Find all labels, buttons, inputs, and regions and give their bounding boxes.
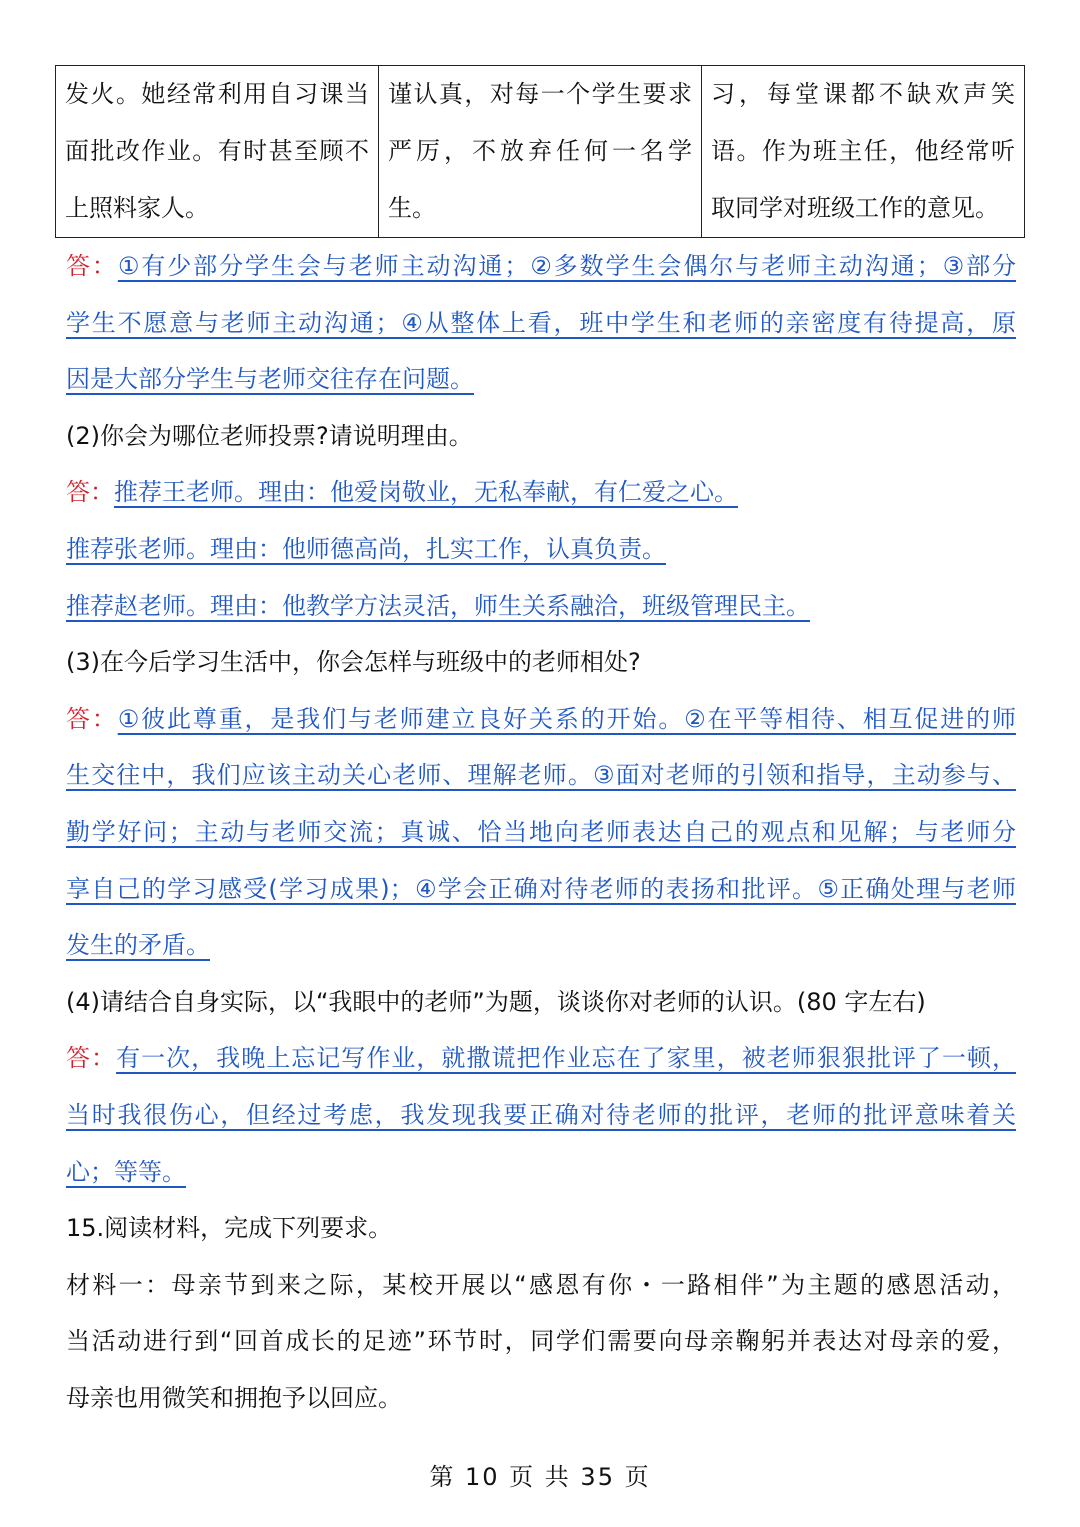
answer-label: 答： — [66, 1044, 117, 1073]
table-cell-line: 习，每堂课都不缺欢声笑 — [711, 80, 1015, 108]
material-1-line-1: 材料一：母亲节到来之际，某校开展以“感恩有你・一路相伴”为主题的感恩活动， — [66, 1270, 1016, 1299]
answer-2-line-1 — [66, 464, 1016, 521]
answer-3-line-4 — [66, 861, 1016, 918]
answer-text: ①彼此尊重，是我们与老师建立良好关系的开始。②在平等相待、相互促进的师 — [117, 704, 1016, 733]
table-cell-line: 谨认真，对每一个学生要求 — [388, 80, 692, 108]
answer-3-line-3 — [66, 804, 1016, 861]
answer-4-line-1 — [66, 1030, 1016, 1087]
table-cell-line: 发火。她经常利用自习课当 — [65, 80, 369, 108]
table-cell-line: 取同学对班级工作的意见。 — [711, 194, 999, 222]
answer-text: 勤学好问；主动与老师交流；真诚、恰当地向老师表达自己的观点和见解；与老师分 — [66, 817, 1016, 846]
answer-text: 当时我很伤心，但经过考虑，我发现我要正确对待老师的批评，老师的批评意味着关 — [66, 1100, 1016, 1129]
answer-label: 答： — [66, 252, 118, 280]
answer-text: 学生不愿意与老师主动沟通；④从整体上看，班中学生和老师的亲密度有待提高，原 — [66, 308, 1016, 337]
answer-text: 因是大部分学生与老师交往存在问题。 — [66, 365, 474, 394]
answer-text: 推荐王老师。理由：他爱岗敬业，无私奉献，有仁爱之心。 — [114, 478, 738, 507]
answer-3-line-2 — [66, 747, 1016, 804]
page-content — [66, 238, 1016, 1426]
material-1-line-3: 母亲也用微笑和拥抱予以回应。 — [66, 1383, 402, 1412]
question-15: 15.阅读材料，完成下列要求。 — [66, 1214, 393, 1243]
answer-1-line-1 — [66, 238, 1016, 295]
question-2: (2)你会为哪位老师投票?请说明理由。 — [66, 421, 473, 450]
answer-label: 答： — [66, 704, 118, 733]
table-cell-col-2 — [379, 66, 702, 238]
table-cell-line: 生。 — [388, 194, 436, 222]
answer-4-line-3 — [66, 1144, 1016, 1201]
answer-text: 有一次，我晚上忘记写作业，就撒谎把作业忘在了家里，被老师狠狠批评了一顿， — [116, 1044, 1016, 1073]
answer-text: 享自己的学习感受(学习成果)；④学会正确对待老师的表扬和批评。⑤正确处理与老师 — [66, 874, 1016, 903]
answer-label: 答： — [66, 478, 114, 507]
table-cell-col-1 — [56, 66, 379, 238]
answer-text: 发生的矛盾。 — [66, 931, 210, 960]
answer-2-line-2 — [66, 521, 1016, 578]
teacher-description-table — [55, 65, 1025, 238]
answer-1-line-2 — [66, 295, 1016, 352]
answer-text: 生交往中，我们应该主动关心老师、理解老师。③面对老师的引领和指导，主动参与、 — [66, 761, 1016, 790]
question-3: (3)在今后学习生活中，你会怎样与班级中的老师相处? — [66, 648, 641, 677]
answer-2-line-3 — [66, 578, 1016, 635]
answer-3-line-1 — [66, 691, 1016, 748]
material-1-line-2: 当活动进行到“回首成长的足迹”环节时，同学们需要向母亲鞠躬并表达对母亲的爱， — [66, 1327, 1016, 1356]
answer-1-line-3 — [66, 351, 1016, 408]
answer-text: 心；等等。 — [66, 1157, 186, 1186]
answer-4-line-2 — [66, 1087, 1016, 1144]
answer-3-line-5 — [66, 917, 1016, 974]
table-cell-line: 面批改作业。有时甚至顾不 — [65, 137, 369, 165]
answer-text: ①有少部分学生会与老师主动沟通；②多数学生会偶尔与老师主动沟通；③部分 — [117, 252, 1016, 280]
answer-text: 推荐赵老师。理由：他教学方法灵活，师生关系融洽，班级管理民主。 — [66, 591, 810, 620]
table-cell-line: 上照料家人。 — [65, 194, 209, 222]
answer-text: 推荐张老师。理由：他师德高尚，扎实工作，认真负责。 — [66, 534, 666, 563]
question-4: (4)请结合自身实际，以“我眼中的老师”为题，谈谈你对老师的认识。(80 字左右) — [66, 987, 926, 1016]
table-cell-col-3 — [702, 66, 1025, 238]
table-cell-line: 语。作为班主任，他经常听 — [711, 137, 1015, 165]
table-cell-line: 严厉，不放弃任何一名学 — [388, 137, 692, 165]
page-footer: 第 10 页 共 35 页 — [429, 1463, 651, 1491]
